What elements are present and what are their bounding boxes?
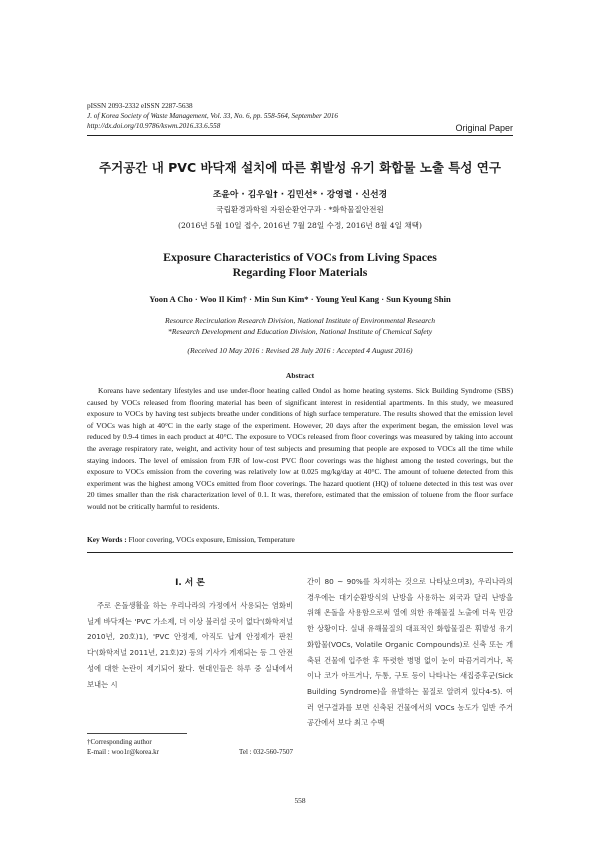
footnote: [87, 737, 293, 757]
affiliation-1: Resource Recirculation Research Division, National Institute of Environmental Research: [164, 316, 435, 325]
intro-left-column: 주로 온돌생활을 하는 우리나라의 가정에서 사용되는 염화비닐계 바닥재는 'PVC 가소제, 더 이상 불러설 곳이 없다'(화학저널 2010년, 20호)1), 'PVC 안정제, 아직도 납계 안정제가 판친다'(화학저널 2011년, 21호)2) 등의 기사가 게재되는 등 그 안전성에 대한 논란이 제기되어 왔다. 현대인들은 하루 중 실내에서 보내는 시: [87, 601, 293, 689]
keywords-rule: [87, 552, 513, 553]
doi-link[interactable]: http://dx.doi.org/10.9786/kswm.2016.33.6.558: [87, 122, 221, 131]
abstract-heading: Abstract: [285, 371, 315, 380]
english-title-line1: Exposure Characteristics of VOCs from Living Spaces: [163, 250, 437, 264]
english-authors: Yoon A Cho · Woo Il Kim† · Min Sun Kim* · Young Yeul Kang · Sun Kyoung Shin: [149, 294, 451, 304]
english-title: [0, 250, 600, 280]
korean-authors: 조윤아 · 김우일† · 김민선* · 강영렬 · 신선경: [212, 190, 388, 200]
keywords-label: Key Words :: [87, 535, 127, 544]
header-rule: [87, 135, 513, 136]
journal-citation: J. of Korea Society of Waste Management, Vol. 33, No. 6, pp. 558-564, September 2016: [87, 112, 338, 121]
korean-dates: (2016년 5월 10일 접수, 2016년 7월 28일 수정, 2016년 8월 4일 채택): [178, 221, 422, 230]
intro-right-column: 간이 80 ~ 90%를 차지하는 것으로 나타났으며3), 우리나라의 경우에는 대기순환방식의 난방을 사용하는 외국과 달리 난방을 위해 온돌을 사용함으로써 열에 의한 유해물질 노출에 더욱 민감한 상황이다. 실내 유해물질의 대표적인 화합물질은 휘발성 유기화합물(VOCs, Volatile Organic Compounds)로 신축 또는 개축된 건물에 입주한 후 뚜렷한 병명 없이 눈이 따끔거리거나, 목이나 코가 아프거나, 두통, 구토 등이 나타나는 새집증후군(Sick Building Syndrome)을 유발하는 물질로 알려져 있다4-5). 여러 연구결과를 보면 신축된 건물에서의 VOCs 농도가 일반 주거공간에서 보다 최고 수백: [307, 577, 513, 728]
english-dates: (Received 10 May 2016 : Revised 28 July 2016 : Accepted 4 August 2016): [187, 346, 413, 355]
korean-title: 주거공간 내 PVC 바닥재 설치에 따른 휘발성 유기 화합물 노출 특성 연구: [99, 160, 501, 175]
keywords: [87, 535, 513, 544]
page-number: 558: [294, 796, 306, 805]
korean-affiliation: 국립환경과학원 자원순환연구과 · *화학물질안전원: [216, 205, 384, 214]
english-affiliation: [0, 316, 600, 338]
section-heading-introduction: I. 서 론: [175, 578, 205, 588]
abstract-body: Koreans have sedentary lifestyles and use under-floor heating called Ondol as home heating systems. Sick Building Syndrome (SBS) caused by VOCs released from flooring material has been of significant interest in residential apartments. In this study, we measured exposure to VOCs by having test subjects breathe under conditions of high surface temperature. The results showed that the emission level of VOCs was high at 40°C in the early stage of the experiment. However, 20 days after the experiment began, the emission level was reduced by 0.9-4 times in each product at 40°C. The exposure to VOCs released from floor coverings was measured by taking into account the average respiratory rate, weight, and activity hour of test subjects and presuming that people are exposed to VOCs all the time while staying indoors. The level of emission from FJR of low-cost PVC floor coverings was the highest among the tested coverings, but the exposure to VOCs emission from the covering was relatively low at 0.025 mg/kg/day at 40°C. The amount of toluene detected from this experiment was the highest among VOCs emitted from floor coverings. The hazard quotient (HQ) of toluene detected in this test was over 20 times smaller than the risk characterization level of 0.1. It was, therefore, estimated that the emission of toluene from the floor surface would not be critically harmful to residents.: [87, 386, 513, 511]
issn-line: pISSN 2093-2332 eISSN 2287-5638: [87, 102, 193, 110]
footnote-rule: [87, 733, 187, 734]
paper-type-label: Original Paper: [455, 123, 513, 133]
author-email[interactable]: E-mail : woo1r@korea.kr: [87, 748, 159, 756]
journal-header: [87, 101, 338, 132]
english-title-line2: Regarding Floor Materials: [232, 265, 368, 279]
corresponding-author-label: †Corresponding author: [87, 738, 152, 746]
author-tel: Tel : 032-560-7507: [239, 748, 293, 756]
affiliation-2: *Research Development and Education Division, National Institute of Chemical Safety: [167, 326, 433, 336]
keywords-text: Floor covering, VOCs exposure, Emission, Temperature: [126, 535, 295, 544]
